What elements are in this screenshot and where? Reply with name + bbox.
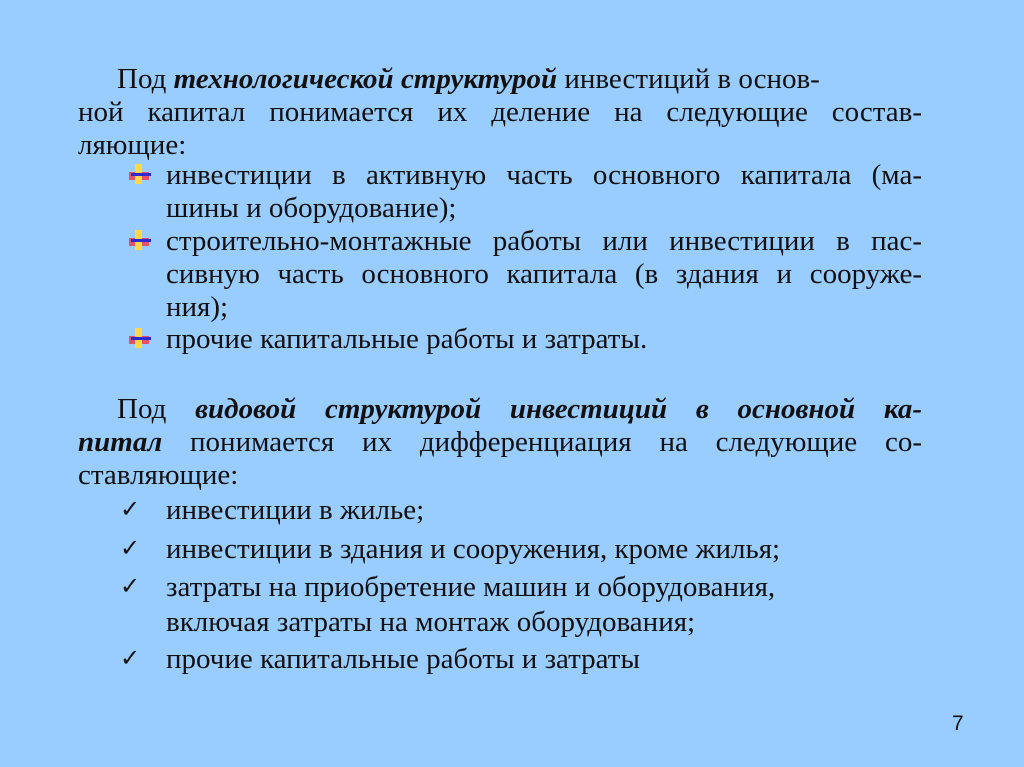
section2-item-2: инвестиции в здания и сооружения, кроме жилья; (166, 533, 781, 565)
checkmark-icon: ✓ (120, 572, 141, 600)
section1-item-1-line-2: шины и оборудование); (166, 192, 457, 224)
plus-bullet-icon (127, 228, 153, 252)
section1-line-3: ляющие: (78, 129, 187, 161)
plus-bullet-icon (127, 162, 153, 186)
section2-keyword: видовой структурой инвестиций в основной ка- (195, 393, 923, 425)
section1-item-3-line-1: прочие капитальные работы и затраты. (166, 323, 648, 355)
section2-line-3: ставляющие: (78, 459, 239, 491)
section2-item-3-line-2: включая затраты на монтаж оборудования; (166, 606, 696, 638)
section1-line-2: ной капитал понимается их деление на следующие состав- (78, 96, 922, 128)
plus-bullet-icon (127, 326, 153, 350)
checkmark-icon: ✓ (120, 534, 141, 562)
section2-line-1 (117, 391, 922, 427)
section2-item-3-line-1: затраты на приобретение машин и оборудования, (166, 571, 776, 603)
section1-line-1 (117, 61, 820, 97)
section2-item-1: инвестиции в жилье; (166, 494, 425, 526)
section2-keyword-continuation: питал (78, 426, 163, 458)
checkmark-icon: ✓ (120, 495, 141, 523)
section1-rest: инвестиций в основ- (564, 63, 820, 95)
section1-item-2-line-2: сивную часть основного капитала (в здания и сооруже- (166, 258, 922, 290)
section2-item-4: прочие капитальные работы и затраты (166, 643, 640, 675)
section2-rest: понимается их дифференциация на следующие со- (190, 426, 923, 458)
section1-keyword: технологической структурой (173, 63, 558, 95)
section1-item-2-line-1: строительно-монтажные работы или инвестиции в пас- (166, 225, 922, 257)
section2-lead: Под (117, 393, 167, 425)
section1-item-2-line-3: ния); (166, 291, 229, 323)
section1-lead: Под (117, 63, 167, 95)
section1-item-1-line-1: инвестиции в активную часть основного капитала (ма- (166, 159, 922, 191)
section2-line-2 (78, 424, 922, 460)
checkmark-icon: ✓ (120, 644, 141, 672)
page-number: 7 (952, 712, 964, 735)
